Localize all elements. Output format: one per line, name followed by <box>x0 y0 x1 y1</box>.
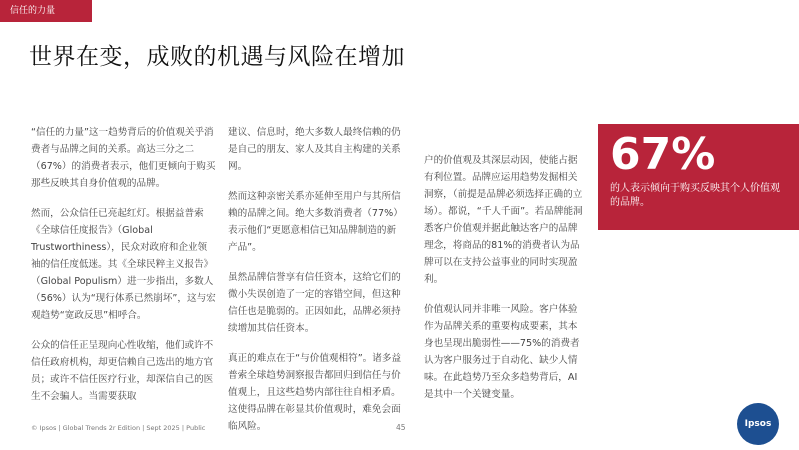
ipsos-logo: Ipsos <box>737 403 779 445</box>
paragraph: 然而，公众信任已亮起红灯。根据益普索《全球信任度报告》（Global Trustworthiness），民众对政府和企业领袖的信任度低迷。其《全球民粹主义报告》（Global Populism）进一步指出，多数人（56%）认为“现行体系已然崩坏”，这与宏观趋势“宽政反思”相呼合。 <box>31 208 216 321</box>
text-column-1 <box>31 124 216 418</box>
paragraph: 公众的信任正呈现向心性收缩，他们或许不信任政府机构，却更信赖自己选出的地方官员；或许不信任医疗行业，却深信自己的医生不会骗人。当需要获取 <box>31 340 214 402</box>
page-number: 45 <box>396 423 406 432</box>
stat-text: 的人表示倾向于购买反映其个人价值观的品牌。 <box>610 183 780 208</box>
section-tab: 信任的力量 <box>0 0 92 22</box>
text-column-3 <box>424 152 586 416</box>
paragraph: 虽然品牌信誉享有信任资本，这给它们的微小失误创造了一定的容错空间，但这种信任也是脆弱的。正因如此，品牌必须持续增加其信任资本。 <box>228 272 401 334</box>
paragraph: 户的价值观及其深层动因，使能占据有利位置。品牌应运用趋势发掘相关洞察，（前提是品牌必须选择正确的立场）。都说，“千人千面”。若品牌能洞悉客户价值观并据此触达客户的品牌理念，将商品的81%的消费者认为品牌可以在支持公益事业的同时实现盈利。 <box>424 155 583 285</box>
stat-number: 67% <box>610 129 716 180</box>
paragraph: 价值观认同并非唯一风险。客户体验作为品牌关系的重要构成要素，其本身也呈现出脆弱性——75%的消费者认为客户服务过于自动化、缺少人情味。在此趋势乃至众多趋势背后，AI是其中一个关键变量。 <box>424 304 580 400</box>
paragraph: 然而这种亲密关系亦延伸至用户与其所信赖的品牌之间。绝大多数消费者（77%）表示他们“更愿意相信已知品牌制造的新产品”。 <box>228 191 403 253</box>
paragraph: 真正的难点在于“与价值观相符”。诸多益普索全球趋势洞察报告都回归到信任与价值观上，且这些趋势内部往往自相矛盾。这使得品牌在彰显其价值观时，难免会面临风险。 <box>228 353 402 432</box>
page-title: 世界在变，成败的机遇与风险在增加 <box>29 44 405 70</box>
paragraph: 建议、信息时，绝大多数人最终信赖的仍是自己的朋友、家人及其自主构建的关系网。 <box>228 127 401 172</box>
stat-callout <box>598 124 799 230</box>
footer-note: © Ipsos | Global Trends 2r Edition | Sept 2025 | Public <box>31 424 206 432</box>
text-column-2 <box>228 124 403 448</box>
paragraph: “信任的力量”这一趋势背后的价值观关乎消费者与品牌之间的关系。高达三分之二（67%）的消费者表示，他们更倾向于购买那些反映其自身价值观的品牌。 <box>31 127 216 189</box>
